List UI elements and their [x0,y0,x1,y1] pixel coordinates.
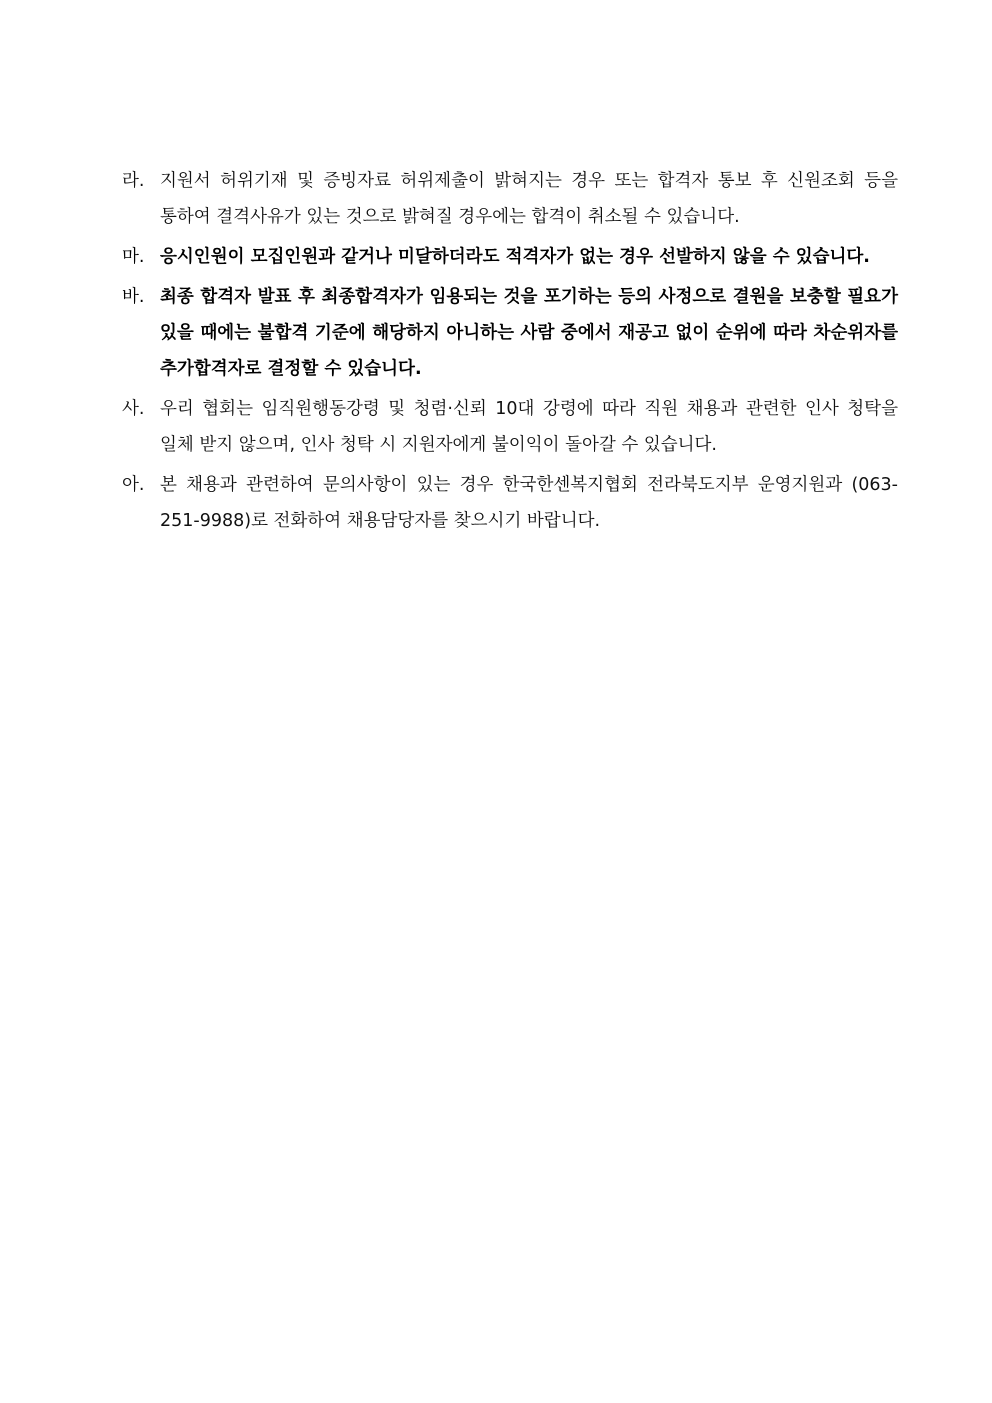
notice-marker: 사. [122,399,145,419]
notice-text: 최종 합격자 발표 후 최종합격자가 임용되는 것을 포기하는 등의 사정으로 결원을 보충할 필요가 있을 때에는 불합격 기준에 해당하지 아니하는 사람 중에서 재공고 없이 순위에 따라 차순위자를 추가합격자로 결정할 수 있습니다. [160,287,898,379]
notice-item-ma [122,239,898,275]
notice-item-sa [122,391,898,463]
notice-marker: 바. [122,287,145,307]
notice-item-ra [122,163,898,235]
notice-item-ba [122,279,898,387]
notice-list [122,163,898,543]
notice-marker: 아. [122,475,145,495]
notice-text: 지원서 허위기재 및 증빙자료 허위제출이 밝혀지는 경우 또는 합격자 통보 후 신원조회 등을 통하여 결격사유가 있는 것으로 밝혀질 경우에는 합격이 취소될 수 있습니다. [160,171,898,227]
notice-marker: 마. [122,247,145,267]
notice-text: 응시인원이 모집인원과 같거나 미달하더라도 적격자가 없는 경우 선발하지 않을 수 있습니다. [160,247,870,267]
notice-marker: 라. [122,171,145,191]
notice-item-a [122,467,898,539]
notice-text: 본 채용과 관련하여 문의사항이 있는 경우 한국한센복지협회 전라북도지부 운영지원과 (063-251-9988)로 전화하여 채용담당자를 찾으시기 바랍니다. [160,475,898,531]
notice-text: 우리 협회는 임직원행동강령 및 청렴·신뢰 10대 강령에 따라 직원 채용과 관련한 인사 청탁을 일체 받지 않으며, 인사 청탁 시 지원자에게 불이익이 돌아갈 수 있습니다. [160,399,898,455]
